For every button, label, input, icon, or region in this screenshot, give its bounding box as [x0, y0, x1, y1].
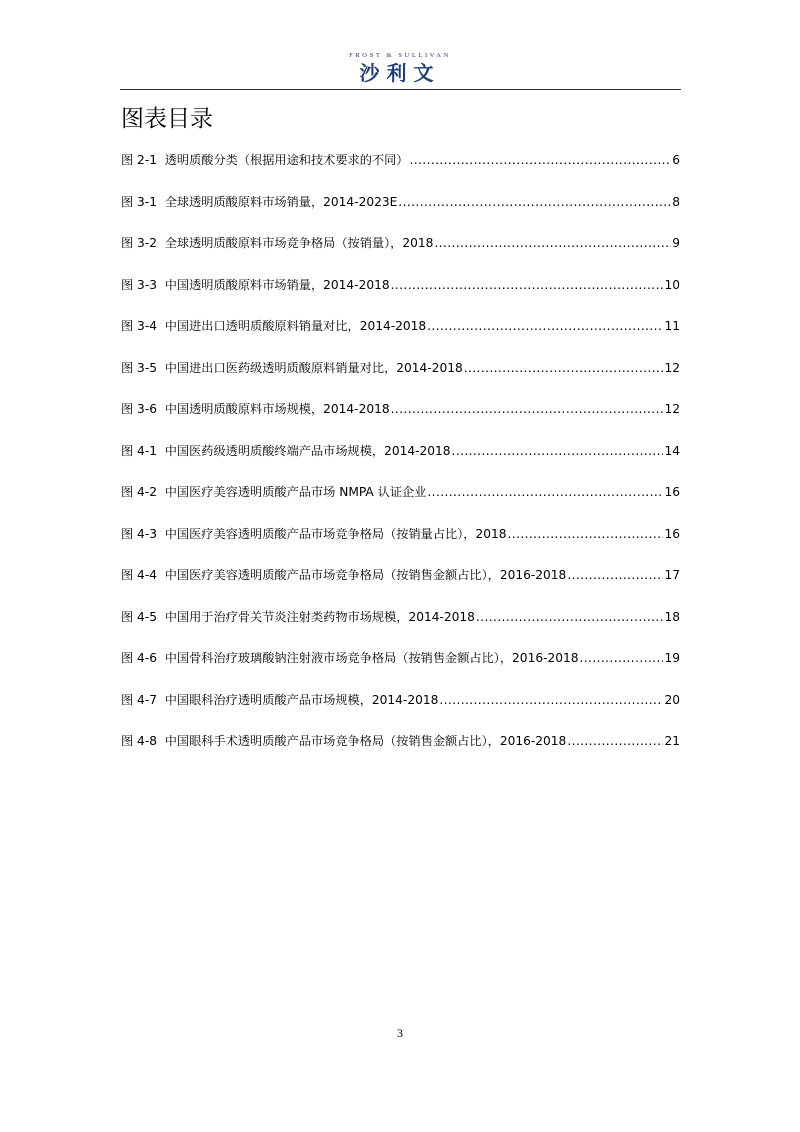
toc-figure-title: 全球透明质酸原料市场销量，2014-2023E	[164, 194, 398, 209]
toc-dot-leader	[508, 524, 664, 544]
toc-figure-number: 图 4-2	[121, 485, 157, 499]
toc-page-number: 8	[672, 194, 680, 209]
toc-entry[interactable]	[121, 648, 680, 690]
toc-entry[interactable]	[121, 399, 680, 441]
toc-dot-leader	[434, 233, 671, 253]
toc-page-number: 18	[664, 609, 680, 624]
header-divider	[120, 89, 681, 90]
toc-entry-label	[121, 648, 579, 668]
toc-entry[interactable]	[121, 690, 680, 732]
toc-dot-leader	[427, 316, 663, 336]
toc-figure-number: 图 3-2	[121, 236, 157, 250]
toc-entry-label	[121, 607, 475, 627]
page-number: 3	[397, 1026, 403, 1040]
toc-entry[interactable]	[121, 150, 680, 192]
table-of-figures	[121, 150, 680, 773]
toc-entry[interactable]	[121, 565, 680, 607]
toc-figure-title: 中国眼科治疗透明质酸产品市场规模，2014-2018	[164, 692, 439, 707]
toc-page-number: 20	[664, 692, 680, 707]
toc-figure-number: 图 4-5	[121, 609, 157, 624]
toc-figure-number: 图 4-6	[121, 651, 157, 665]
toc-entry[interactable]	[121, 731, 680, 773]
toc-figure-number: 图 3-3	[121, 277, 157, 292]
toc-entry-label	[121, 358, 463, 378]
toc-dot-leader	[439, 690, 663, 710]
toc-page-number: 12	[664, 402, 680, 416]
toc-page-number: 6	[672, 153, 680, 167]
toc-entry[interactable]	[121, 524, 680, 566]
toc-figure-number: 图 4-7	[121, 692, 157, 707]
toc-dot-leader	[580, 648, 664, 668]
logo-english-text: FROST & SULLIVAN	[349, 52, 451, 59]
toc-entry[interactable]	[121, 482, 680, 524]
toc-page-number: 9	[672, 236, 680, 250]
toc-entry-label	[121, 192, 397, 212]
toc-figure-number: 图 3-6	[121, 402, 157, 416]
toc-entry-label	[121, 399, 390, 419]
toc-dot-leader	[409, 150, 671, 170]
toc-entry-label	[121, 150, 408, 170]
toc-figure-title: 透明质酸分类（根据用途和技术要求的不同）	[164, 153, 409, 167]
toc-dot-leader	[464, 358, 664, 378]
toc-dot-leader	[567, 565, 663, 585]
toc-entry-label	[121, 233, 433, 253]
toc-figure-title: 中国医疗美容透明质酸产品市场 NMPA 认证企业	[164, 485, 427, 499]
toc-figure-number: 图 4-8	[121, 734, 157, 748]
toc-entry-label	[121, 316, 426, 336]
toc-entry[interactable]	[121, 275, 680, 317]
toc-dot-leader	[476, 607, 664, 627]
toc-figure-title: 中国透明质酸原料市场销量，2014-2018	[164, 277, 390, 292]
toc-page-number: 19	[664, 651, 680, 665]
toc-entry[interactable]	[121, 316, 680, 358]
toc-entry[interactable]	[121, 192, 680, 234]
toc-page-number: 16	[664, 526, 680, 541]
toc-entry-label	[121, 731, 566, 751]
toc-figure-title: 中国医疗美容透明质酸产品市场竞争格局（按销量占比），2018	[164, 526, 507, 541]
toc-dot-leader	[398, 192, 671, 212]
toc-entry-label	[121, 565, 566, 585]
toc-entry-label	[121, 690, 438, 710]
toc-figure-number: 图 3-4	[121, 319, 157, 333]
toc-figure-number: 图 3-5	[121, 360, 157, 375]
toc-figure-title: 中国医药级透明质酸终端产品市场规模，2014-2018	[164, 443, 451, 458]
toc-page-number: 16	[664, 485, 680, 499]
toc-entry-label	[121, 441, 451, 461]
toc-page-number: 11	[664, 319, 680, 333]
toc-figure-number: 图 4-4	[121, 568, 157, 582]
logo-chinese-text: 沙利文	[359, 61, 441, 85]
toc-entry[interactable]	[121, 358, 680, 400]
header-logo	[0, 52, 800, 85]
toc-page-number: 17	[664, 568, 680, 582]
toc-figure-title: 中国进出口医药级透明质酸原料销量对比，2014-2018	[164, 360, 463, 375]
toc-figure-title: 中国透明质酸原料市场规模，2014-2018	[164, 402, 390, 416]
toc-entry-label	[121, 524, 507, 544]
toc-entry[interactable]	[121, 441, 680, 483]
toc-page-number: 14	[664, 443, 680, 458]
toc-entry-label	[121, 482, 426, 502]
toc-figure-number: 图 4-3	[121, 526, 157, 541]
toc-dot-leader	[452, 441, 664, 461]
toc-page-number: 10	[664, 277, 680, 292]
toc-dot-leader	[391, 275, 664, 295]
toc-figure-title: 中国用于治疗骨关节炎注射类药物市场规模，2014-2018	[164, 609, 475, 624]
toc-figure-title: 中国眼科手术透明质酸产品市场竞争格局（按销售金额占比），2016-2018	[164, 734, 567, 748]
toc-dot-leader	[427, 482, 663, 502]
toc-figure-number: 图 2-1	[121, 153, 157, 167]
toc-figure-number: 图 4-1	[121, 443, 157, 458]
toc-entry-label	[121, 275, 390, 295]
toc-figure-title: 中国进出口透明质酸原料销量对比，2014-2018	[164, 319, 427, 333]
toc-dot-leader	[391, 399, 664, 419]
toc-dot-leader	[567, 731, 663, 751]
toc-entry[interactable]	[121, 233, 680, 275]
toc-figure-title: 中国医疗美容透明质酸产品市场竞争格局（按销售金额占比），2016-2018	[164, 568, 567, 582]
page-title: 图表目录	[121, 106, 213, 132]
toc-figure-title: 全球透明质酸原料市场竞争格局（按销量），2018	[164, 236, 434, 250]
toc-entry[interactable]	[121, 607, 680, 649]
toc-page-number: 12	[664, 360, 680, 375]
toc-figure-title: 中国骨科治疗玻璃酸钠注射液市场竞争格局（按销售金额占比），2016-2018	[164, 651, 579, 665]
toc-page-number: 21	[664, 734, 680, 748]
toc-figure-number: 图 3-1	[121, 194, 157, 209]
